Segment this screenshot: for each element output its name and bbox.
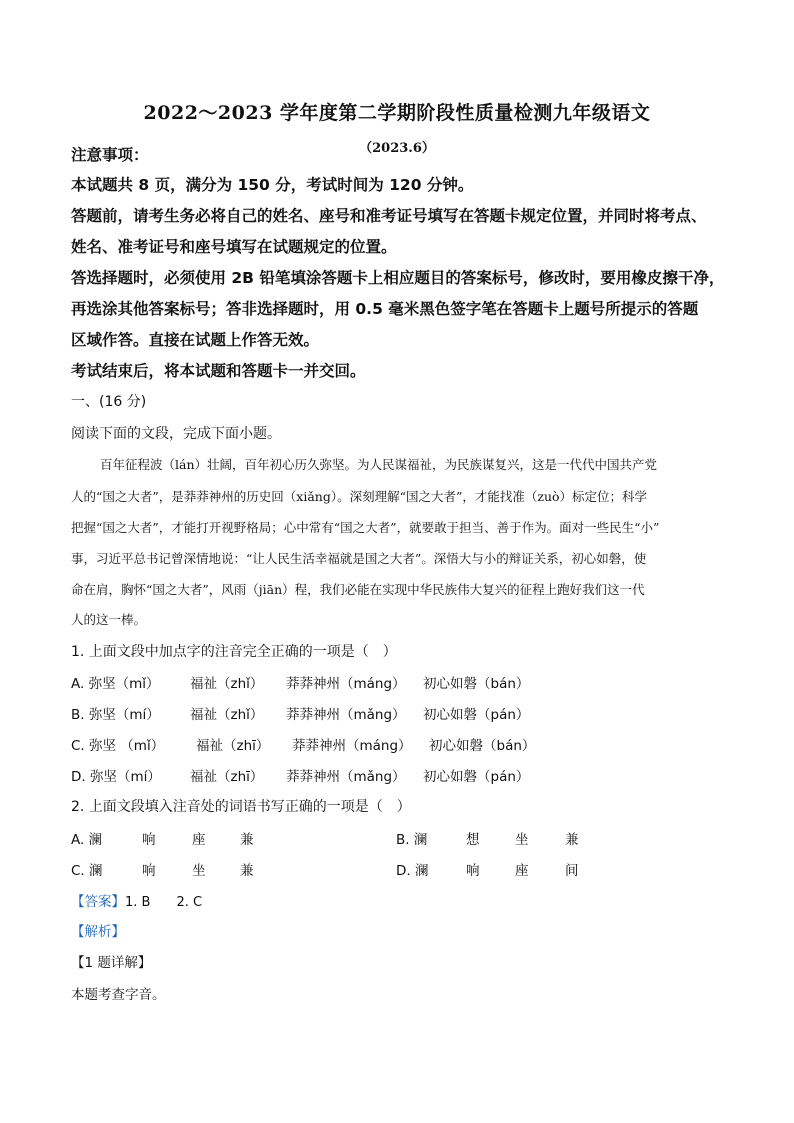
question-1: 1. 上面文段中加点字的注音完全正确的一项是（ ） [71,644,397,660]
q2-option-d: 响 [466,863,480,879]
exam-date: （2023.6） [359,141,435,156]
q2-option-a: 座 [192,832,206,848]
q2-option-a: A. 澜 [71,832,103,848]
notice-heading: 注意事项： [71,146,149,164]
q1-option-c: C. 弥坚 （mǐ） [71,738,165,754]
notice-line: 姓名、准考证号和座号填写在试题规定的位置。 [71,238,397,256]
reading-instruction: 阅读下面的文段，完成下面小题。 [71,426,281,442]
q1-option-a: 莽莽神州（máng） [286,676,406,692]
q2-option-d: 座 [515,863,529,879]
document-title: 2022～2023 学年度第二学期阶段性质量检测九年级语文 [143,102,651,124]
q2-option-b: B. 澜 [396,832,428,848]
passage-line: 百年征程波（lán）壮阔，百年初心历久弥坚。为人民谋福祉，为民族谋复兴，这是一代代中国共产党 [100,457,658,472]
q2-option-a: 兼 [240,832,254,848]
q1-option-b: 初心如磐（pán） [423,707,530,723]
q2-option-c: 响 [142,863,156,879]
q1-option-d: 福祉（zhī） [190,769,264,785]
notice-line: 答题前，请考生务必将自己的姓名、座号和准考证号填写在答题卡规定位置，并同时将考点、 [71,207,707,225]
notice-line: 考试结束后，将本试题和答题卡一并交回。 [71,362,366,380]
detail-label: 【1 题详解】 [71,955,152,971]
q1-option-c: 初心如磐（bán） [429,738,536,754]
q2-option-d: 间 [565,863,579,879]
q1-option-b: 莽莽神州（mǎng） [286,707,406,723]
q1-option-d: 莽莽神州（mǎng） [286,769,406,785]
q2-option-c: C. 澜 [71,863,103,879]
passage-line: 命在肩，胸怀“国之大者”，风雨（jiān）程，我们必能在实现中华民族伟大复兴的征程上跑好我们这一代 [71,582,645,597]
q2-option-b: 兼 [565,832,579,848]
q1-option-d: D. 弥坚（mí） [71,769,161,785]
passage-line: 人的这一棒。 [71,612,147,627]
notice-line: 区域作答。直接在试题上作答无效。 [71,331,320,349]
q1-option-c: 福祉（zhī） [196,738,270,754]
answer-line [71,890,202,910]
passage-line: 人的“国之大者”，是莽莽神州的历史回（xiǎng）。深刻理解“国之大者”，才能找准（zuò）标定位；科学 [71,489,648,504]
q2-option-a: 响 [142,832,156,848]
q1-option-a: 福祉（zhǐ） [190,676,264,692]
q2-option-c: 兼 [240,863,254,879]
detail-text: 本题考查字音。 [71,987,166,1003]
notice-line: 本试题共 8 页，满分为 150 分，考试时间为 120 分钟。 [71,176,474,194]
passage-line: 事，习近平总书记曾深情地说：“让人民生活幸福就是国之大者”。深悟大与小的辩证关系，初心如磐，使 [71,551,647,566]
analysis-label: 【解析】 [71,924,125,940]
q2-option-d: D. 澜 [396,863,429,879]
q2-option-b: 坐 [515,832,529,848]
notice-line: 再选涂其他答案标号；答非选择题时，用 0.5 毫米黑色签字笔在答题卡上题号所提示的答题 [71,300,699,318]
notice-line: 答选择题时，必须使用 2B 铅笔填涂答题卡上相应题目的答案标号，修改时，要用橡皮擦干净， [71,269,725,287]
q1-option-a: 初心如磐（bán） [423,676,530,692]
section-heading: 一、(16 分) [71,394,147,410]
question-2: 2. 上面文段填入注音处的词语书写正确的一项是（ ） [71,799,411,815]
q2-option-b: 想 [466,832,480,848]
q1-option-b: B. 弥坚（mí） [71,707,160,723]
q1-option-c: 莽莽神州（máng） [292,738,412,754]
answer-label: 【答案】 [71,894,125,910]
q1-option-a: A. 弥坚（mǐ） [71,676,160,692]
q1-option-b: 福祉（zhǐ） [190,707,264,723]
q1-option-d: 初心如磐（pán） [423,769,530,785]
answer-text: 1. B 2. C [125,895,203,910]
passage-line: 把握“国之大者”，才能打开视野格局；心中常有“国之大者”，就要敢于担当、善于作为。面对一些民生“小” [71,520,660,535]
q2-option-c: 坐 [192,863,206,879]
